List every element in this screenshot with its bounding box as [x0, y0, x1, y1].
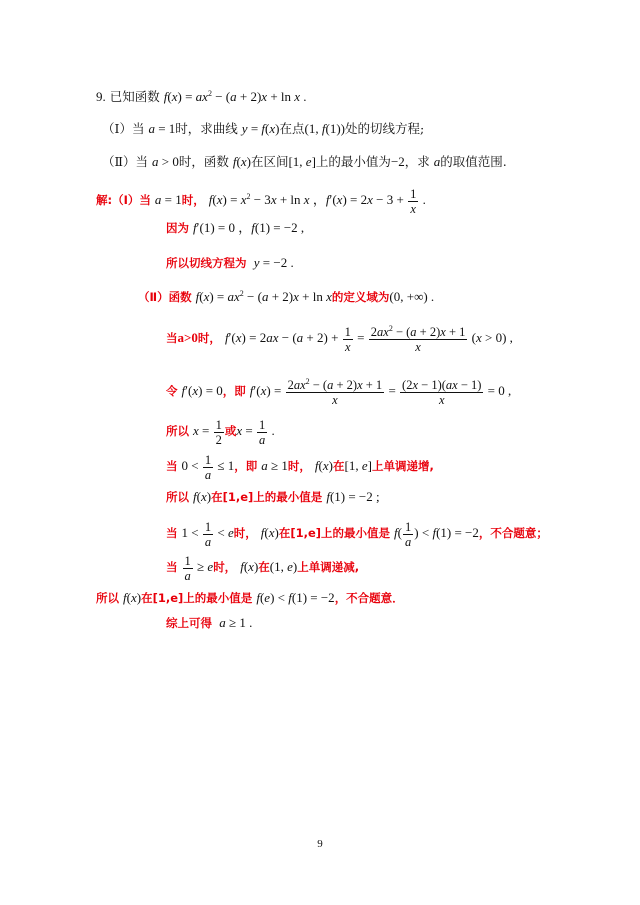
solution-part-2-zero: 令 f′(x) = 0，即 f′(x) = $\frac{2ax^2 - (a + 2)x + 1}{x}$ = $\frac{(2x - 1)(ax - 1)}{x}$ = 0 ,: [166, 376, 512, 407]
solution-part-1-line-2: 因为 f′(1) = 0 ，f(1) = −2 ,: [166, 220, 305, 235]
part-1-question: （Ⅰ）当 a = 1时，求曲线 y = f(x)在点(1, f(1))处的切线方程;: [102, 121, 425, 136]
solution-case-3-min: 所以 f(x)在[1,e]上的最小值是 f(e) < f(1) = −2，不合题意．: [96, 590, 404, 605]
solution-part-2-roots: 所以 x = $\frac{1}{2}$ 或x = $\frac{1}{a}$ .: [166, 417, 275, 447]
solution-summary: 综上可得 a ≥ 1 .: [166, 615, 253, 630]
solution-case-2: 当 1 < $\frac{1}{a}$ < e时， f(x)在[1,e]上的最小值是 f( $\frac{1}{a}$ ) < f(1) = −2，不合题意；: [166, 519, 548, 549]
problem-stem: 已知函数: [109, 89, 160, 104]
solution-case-3: 当 $\frac{1}{a}$ ≥ e时， f(x)在(1, e)上单调递减,: [166, 553, 360, 583]
solution-case-1-min: 所以 f(x)在[1,e]上的最小值是 f(1) = −2 ;: [166, 489, 380, 504]
solution-part-2-derivative: 当a>0时， f′(x) = 2ax − (a + 2) + $\frac{1}{x}$ = $\frac{2ax^2 - (a + 2)x + 1}{x}$ (x > 0) ,: [166, 323, 513, 354]
problem-statement: [96, 89, 307, 105]
solution-part-1-line-1: 解:（Ⅰ）当 a = 1时， $f(x) = x^2 - 3x + \ln x$ ，f′(x) = 2x − 3 + $\frac{1}{x}$ .: [96, 186, 426, 216]
solution-case-1: 当 0 < $\frac{1}{a}$ ≤ 1，即 a ≥ 1时， f(x)在[1, e]上单调递增,: [166, 452, 434, 482]
part-2-question: （Ⅱ）当 a > 0时，函数 f(x)在区间[1, e]上的最小值为−2，求 a的取值范围.: [102, 154, 507, 169]
solution-part-2-line-1: （Ⅱ）函数 $f(x) = ax^2 - (a + 2)x + \ln x$的定义域为(0, +∞) .: [138, 289, 435, 304]
page-number: 9: [317, 838, 323, 850]
solution-part-1-line-3: 所以切线方程为 y = −2 .: [166, 255, 294, 270]
problem-number: 9.: [96, 89, 106, 104]
fraction-1-over-x: $\frac{1}{x}$: [410, 186, 417, 216]
function-definition: $f(x) = ax^2 - (a + 2)x + \ln x$ .: [163, 89, 307, 104]
